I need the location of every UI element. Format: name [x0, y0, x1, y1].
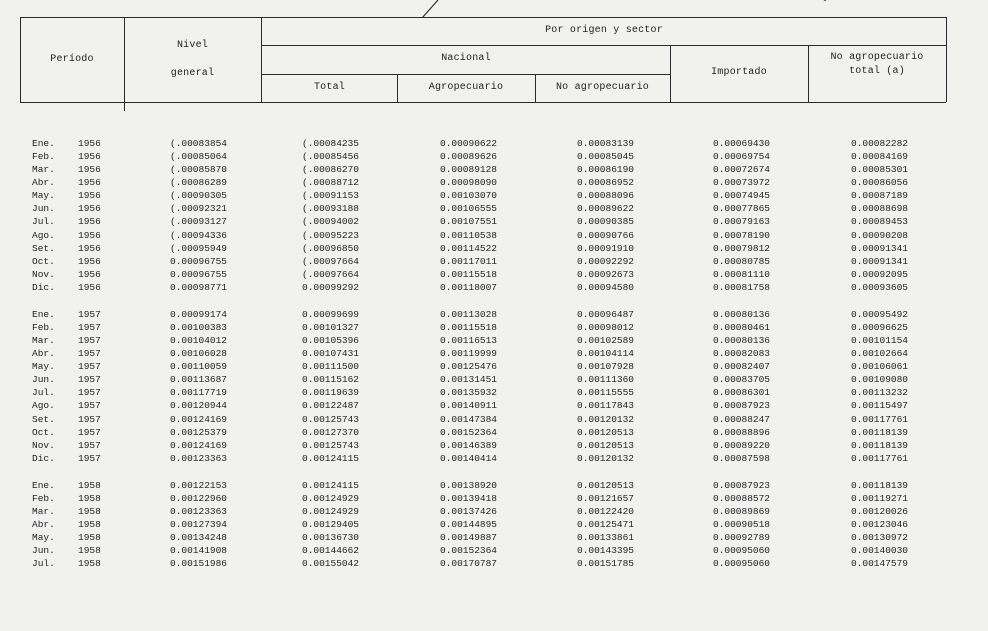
cell-importado: 0.00082407 [713, 361, 771, 373]
table-row [0, 492, 988, 505]
cell-no-agropecuario-total: 0.00087189 [851, 190, 909, 202]
cell-agropecuario: 0.00116513 [440, 335, 498, 347]
cell-year: 1957 [78, 452, 101, 464]
cell-nivel-general: 0.00104012 [170, 335, 228, 347]
cell-importado: 0.00079812 [713, 242, 771, 254]
cell-month: Jun. [32, 545, 55, 557]
cell-no-agropecuario-total: 0.00082282 [851, 138, 909, 149]
cell-importado: 0.00095060 [713, 545, 771, 557]
cell-no-agropecuario: 0.00092673 [577, 268, 635, 280]
cell-no-agropecuario-total: 0.00092095 [851, 268, 909, 280]
cell-no-agropecuario-total: 0.00120026 [851, 506, 909, 518]
cell-nivel-general: 0.00098771 [170, 281, 228, 293]
cell-no-agropecuario: 0.00085045 [577, 151, 635, 163]
cell-month: Nov. [32, 439, 55, 451]
cell-total: (.00086270 [302, 164, 360, 176]
cell-no-agropecuario-total: 0.00086056 [851, 177, 909, 189]
cell-nivel-general: (.00090305 [170, 190, 228, 202]
cell-no-agropecuario-total: 0.00130972 [851, 532, 909, 544]
cell-total: (.00096850 [302, 242, 360, 254]
cell-agropecuario: 0.00115518 [440, 322, 498, 334]
cell-total: 0.00124115 [302, 452, 360, 464]
table-row [0, 518, 988, 531]
cell-no-agropecuario-total: 0.00109080 [851, 374, 909, 386]
cell-nivel-general: (.00086289 [170, 177, 228, 189]
cell-year: 1956 [78, 216, 101, 228]
cell-month: Jul. [32, 216, 55, 228]
cell-importado: 0.00089869 [713, 506, 771, 518]
cell-no-agropecuario: 0.00120132 [577, 413, 635, 425]
cell-nivel-general: (.00093127 [170, 216, 228, 228]
cell-nivel-general: 0.00125379 [170, 426, 228, 438]
cell-no-agropecuario-total: 0.00091341 [851, 242, 909, 254]
cell-month: Set. [32, 242, 55, 254]
cell-year: 1958 [78, 545, 101, 557]
cell-year: 1957 [78, 348, 101, 360]
cell-total: 0.00125743 [302, 439, 360, 451]
cell-month: Oct. [32, 426, 55, 438]
cell-no-agropecuario-total: 0.00113232 [851, 387, 909, 399]
cell-year: 1958 [78, 532, 101, 544]
cell-nivel-general: (.00095949 [170, 242, 228, 254]
cell-total: 0.00136730 [302, 532, 360, 544]
header-importado: Importado [711, 67, 767, 78]
cell-total: 0.00115162 [302, 374, 360, 386]
cell-total: 0.00129405 [302, 519, 360, 531]
cell-month: Mar. [32, 335, 55, 347]
cell-no-agropecuario-total: 0.00118139 [851, 479, 909, 491]
table-row [0, 163, 988, 176]
cell-nivel-general: 0.00122153 [170, 479, 228, 491]
table-row [0, 479, 988, 492]
cell-no-agropecuario-total: 0.00091341 [851, 255, 909, 267]
cell-no-agropecuario: 0.00120513 [577, 426, 635, 438]
table-row [0, 150, 988, 163]
table-row [0, 426, 988, 439]
cell-no-agropecuario-total: 0.00147579 [851, 558, 909, 570]
cell-year: 1957 [78, 439, 101, 451]
cell-year: 1958 [78, 558, 101, 570]
cell-total: (.00094002 [302, 216, 360, 228]
cell-agropecuario: 0.00090622 [440, 138, 498, 149]
cell-month: Mar. [32, 164, 55, 176]
cell-month: Ago. [32, 229, 55, 241]
table-row [0, 137, 988, 150]
table-row [0, 242, 988, 255]
cell-month: Jul. [32, 558, 55, 570]
cell-nivel-general: (.00094336 [170, 229, 228, 241]
table-row [0, 505, 988, 518]
cell-importado: 0.00095060 [713, 558, 771, 570]
cell-agropecuario: 0.00114522 [440, 242, 498, 254]
cell-no-agropecuario: 0.00086190 [577, 164, 635, 176]
table-row [0, 544, 988, 557]
cell-year: 1956 [78, 268, 101, 280]
cell-nivel-general: 0.00096755 [170, 255, 228, 267]
cell-no-agropecuario: 0.00090766 [577, 229, 635, 241]
cell-agropecuario: 0.00137426 [440, 506, 498, 518]
cell-year: 1957 [78, 361, 101, 373]
cell-no-agropecuario-total: 0.00089453 [851, 216, 909, 228]
cell-total: 0.00125743 [302, 413, 360, 425]
cell-no-agropecuario-total: 0.00123046 [851, 519, 909, 531]
cell-total: 0.00105396 [302, 335, 360, 347]
cell-agropecuario: 0.00098090 [440, 177, 498, 189]
table-header [0, 0, 988, 112]
table-row [0, 386, 988, 399]
cell-month: Dic. [32, 452, 55, 464]
cell-no-agropecuario: 0.00091910 [577, 242, 635, 254]
cell-nivel-general: 0.00141908 [170, 545, 228, 557]
cell-agropecuario: 0.00117011 [440, 255, 498, 267]
cell-nivel-general: 0.00151986 [170, 558, 228, 570]
cell-month: Feb. [32, 492, 55, 504]
cell-total: 0.00111500 [302, 361, 360, 373]
cell-importado: 0.00088896 [713, 426, 771, 438]
cell-total: 0.00101327 [302, 322, 360, 334]
cell-agropecuario: 0.00131451 [440, 374, 498, 386]
block-gap [0, 465, 988, 479]
cell-year: 1958 [78, 506, 101, 518]
cell-nivel-general: 0.00110059 [170, 361, 228, 373]
cell-agropecuario: 0.00140911 [440, 400, 498, 412]
table-row [0, 439, 988, 452]
table-row [0, 189, 988, 202]
cell-importado: 0.00079163 [713, 216, 771, 228]
cell-month: May. [32, 190, 55, 202]
cell-nivel-general: 0.00127394 [170, 519, 228, 531]
table-body [0, 137, 988, 570]
cell-total: 0.00124929 [302, 492, 360, 504]
table-row [0, 308, 988, 321]
cell-nivel-general: 0.00099174 [170, 308, 228, 320]
header-total: Total [313, 82, 345, 93]
table-row [0, 413, 988, 426]
cell-nivel-general: (.00085064 [170, 151, 228, 163]
cell-year: 1956 [78, 203, 101, 215]
cell-no-agropecuario: 0.00086952 [577, 177, 635, 189]
cell-total: 0.00099292 [302, 281, 360, 293]
header-periodo: Período [50, 54, 94, 65]
cell-nivel-general: 0.00117719 [170, 387, 228, 399]
cell-no-agropecuario-total: 0.00096625 [851, 322, 909, 334]
cell-nivel-general: (.00085870 [170, 164, 228, 176]
cell-importado: 0.00073972 [713, 177, 771, 189]
cell-importado: 0.00081758 [713, 281, 771, 293]
cell-agropecuario: 0.00125476 [440, 361, 498, 373]
header-por-origen: Por origen y sector [545, 25, 663, 36]
cell-no-agropecuario: 0.00092292 [577, 255, 635, 267]
cell-agropecuario: 0.00113028 [440, 308, 498, 320]
cell-month: Oct. [32, 255, 55, 267]
cell-nivel-general: 0.00096755 [170, 268, 228, 280]
cell-agropecuario: 0.00139418 [440, 492, 498, 504]
cell-no-agropecuario-total: 0.00117761 [851, 452, 909, 464]
cell-total: 0.00155042 [302, 558, 360, 570]
cell-importado: 0.00081110 [713, 268, 771, 280]
cell-agropecuario: 0.00106555 [440, 203, 498, 215]
cell-nivel-general: 0.00123363 [170, 452, 228, 464]
header-no-agro-total-line1: No agropecuario [830, 52, 924, 63]
cell-no-agropecuario: 0.00102589 [577, 335, 635, 347]
cell-importado: 0.00089220 [713, 439, 771, 451]
cell-month: May. [32, 532, 55, 544]
table-row [0, 360, 988, 373]
table-row [0, 229, 988, 242]
cell-importado: 0.00083705 [713, 374, 771, 386]
cell-year: 1958 [78, 492, 101, 504]
table-row [0, 202, 988, 215]
cell-nivel-general: 0.00122960 [170, 492, 228, 504]
cell-importado: 0.00080136 [713, 308, 771, 320]
cell-agropecuario: 0.00110538 [440, 229, 498, 241]
cell-no-agropecuario: 0.00120513 [577, 439, 635, 451]
cell-total: (.00084235 [302, 138, 360, 149]
cell-importado: 0.00088247 [713, 413, 771, 425]
cell-year: 1957 [78, 322, 101, 334]
cell-month: Abr. [32, 177, 55, 189]
cell-no-agropecuario: 0.00107928 [577, 361, 635, 373]
table-row [0, 334, 988, 347]
cell-nivel-general: 0.00124169 [170, 439, 228, 451]
cell-importado: 0.00080461 [713, 322, 771, 334]
cell-no-agropecuario: 0.00104114 [577, 348, 635, 360]
cell-no-agropecuario: 0.00120513 [577, 479, 635, 491]
cell-no-agropecuario-total: 0.00140030 [851, 545, 909, 557]
header-nivel-line1: Nivel [176, 40, 208, 51]
cell-agropecuario: 0.00135932 [440, 387, 498, 399]
cell-no-agropecuario-total: 0.00117761 [851, 413, 909, 425]
cell-month: Jun. [32, 203, 55, 215]
cell-total: (.00097664 [302, 255, 360, 267]
cell-no-agropecuario-total: 0.00088698 [851, 203, 909, 215]
cell-agropecuario: 0.00140414 [440, 452, 498, 464]
cell-year: 1957 [78, 387, 101, 399]
cell-nivel-general: 0.00100383 [170, 322, 228, 334]
table-row [0, 176, 988, 189]
cell-month: Jun. [32, 374, 55, 386]
table-row [0, 399, 988, 412]
cell-agropecuario: 0.00103070 [440, 190, 498, 202]
cell-importado: 0.00069754 [713, 151, 771, 163]
cell-agropecuario: 0.00118007 [440, 281, 498, 293]
cell-agropecuario: 0.00089626 [440, 151, 498, 163]
cell-no-agropecuario: 0.00096487 [577, 308, 635, 320]
header-no-agro-total-line2: total (a) [849, 66, 905, 77]
table-row [0, 347, 988, 360]
cell-no-agropecuario: 0.00094580 [577, 281, 635, 293]
cell-month: Ene. [32, 308, 55, 320]
cell-importado: 0.00088572 [713, 492, 771, 504]
table-row [0, 452, 988, 465]
cell-no-agropecuario-total: 0.00090208 [851, 229, 909, 241]
cell-year: 1956 [78, 229, 101, 241]
cell-nivel-general: 0.00120944 [170, 400, 228, 412]
cell-agropecuario: 0.00089128 [440, 164, 498, 176]
cell-importado: 0.00080785 [713, 255, 771, 267]
table-row [0, 557, 988, 570]
cell-no-agropecuario: 0.00133861 [577, 532, 635, 544]
cell-month: Ago. [32, 400, 55, 412]
cell-year: 1958 [78, 519, 101, 531]
cell-year: 1957 [78, 335, 101, 347]
cell-no-agropecuario: 0.00125471 [577, 519, 635, 531]
header-agropecuario: Agropecuario [428, 82, 504, 93]
cell-month: Feb. [32, 322, 55, 334]
cell-importado: 0.00092789 [713, 532, 771, 544]
cell-no-agropecuario-total: 0.00101154 [851, 335, 909, 347]
table-row [0, 321, 988, 334]
cell-month: Feb. [32, 151, 55, 163]
cell-month: Dic. [32, 281, 55, 293]
cell-nivel-general: (.00092321 [170, 203, 228, 215]
cell-agropecuario: 0.00146389 [440, 439, 498, 451]
cell-year: 1956 [78, 190, 101, 202]
cell-agropecuario: 0.00138920 [440, 479, 498, 491]
cell-no-agropecuario-total: 0.00115497 [851, 400, 909, 412]
cell-nivel-general: 0.00123363 [170, 506, 228, 518]
cell-nivel-general: 0.00124169 [170, 413, 228, 425]
cell-importado: 0.00069430 [713, 138, 771, 149]
cell-nivel-general: 0.00134248 [170, 532, 228, 544]
cell-no-agropecuario: 0.00120132 [577, 452, 635, 464]
cell-no-agropecuario: 0.00083139 [577, 138, 635, 149]
header-nacional: Nacional [441, 53, 491, 64]
cell-agropecuario: 0.00119999 [440, 348, 498, 360]
cell-no-agropecuario: 0.00121657 [577, 492, 635, 504]
cell-year: 1956 [78, 164, 101, 176]
cell-importado: 0.00090518 [713, 519, 771, 531]
cell-importado: 0.00078190 [713, 229, 771, 241]
cell-importado: 0.00087923 [713, 479, 771, 491]
cell-no-agropecuario: 0.00111360 [577, 374, 635, 386]
cell-importado: 0.00086301 [713, 387, 771, 399]
cell-no-agropecuario: 0.00143395 [577, 545, 635, 557]
cell-total: 0.00144662 [302, 545, 360, 557]
cell-total: 0.00127370 [302, 426, 360, 438]
table-row [0, 255, 988, 268]
cell-month: Ene. [32, 138, 55, 149]
cell-agropecuario: 0.00170787 [440, 558, 498, 570]
cell-importado: 0.00082083 [713, 348, 771, 360]
cell-no-agropecuario: 0.00115555 [577, 387, 635, 399]
cell-month: Mar. [32, 506, 55, 518]
cell-month: Ene. [32, 479, 55, 491]
cell-agropecuario: 0.00144895 [440, 519, 498, 531]
cell-total: 0.00099699 [302, 308, 360, 320]
cell-no-agropecuario: 0.00098012 [577, 322, 635, 334]
cell-month: Abr. [32, 348, 55, 360]
cell-no-agropecuario-total: 0.00119271 [851, 492, 909, 504]
cell-year: 1957 [78, 426, 101, 438]
cell-month: Jul. [32, 387, 55, 399]
cell-total: (.00095223 [302, 229, 360, 241]
table-row [0, 531, 988, 544]
cell-month: May. [32, 361, 55, 373]
cell-nivel-general: (.00083854 [170, 138, 228, 149]
cell-no-agropecuario-total: 0.00085301 [851, 164, 909, 176]
cell-no-agropecuario-total: 0.00106061 [851, 361, 909, 373]
table-row [0, 373, 988, 386]
cell-nivel-general: 0.00113687 [170, 374, 228, 386]
cell-total: 0.00119639 [302, 387, 360, 399]
cell-no-agropecuario-total: 0.00118139 [851, 439, 909, 451]
cell-nivel-general: 0.00106028 [170, 348, 228, 360]
cell-no-agropecuario-total: 0.00084169 [851, 151, 909, 163]
cell-total: 0.00107431 [302, 348, 360, 360]
cell-no-agropecuario: 0.00117843 [577, 400, 635, 412]
cell-no-agropecuario: 0.00089622 [577, 203, 635, 215]
cell-year: 1956 [78, 281, 101, 293]
cell-total: (.00085456 [302, 151, 360, 163]
cell-importado: 0.00087598 [713, 452, 771, 464]
cell-year: 1957 [78, 308, 101, 320]
cell-year: 1956 [78, 242, 101, 254]
pen-dot-mark: ˇ [822, 0, 829, 11]
cell-agropecuario: 0.00107551 [440, 216, 498, 228]
cell-month: Abr. [32, 519, 55, 531]
cell-total: 0.00122487 [302, 400, 360, 412]
cell-importado: 0.00087923 [713, 400, 771, 412]
cell-no-agropecuario-total: 0.00102664 [851, 348, 909, 360]
table-row [0, 268, 988, 281]
header-no-agropecuario: No agropecuario [555, 82, 649, 93]
cell-importado: 0.00077865 [713, 203, 771, 215]
table-row [0, 215, 988, 228]
cell-year: 1957 [78, 374, 101, 386]
cell-agropecuario: 0.00152364 [440, 426, 498, 438]
cell-no-agropecuario: 0.00122420 [577, 506, 635, 518]
cell-total: 0.00124115 [302, 479, 360, 491]
cell-year: 1956 [78, 138, 101, 149]
cell-year: 1956 [78, 255, 101, 267]
cell-total: (.00093188 [302, 203, 360, 215]
cell-total: 0.00124929 [302, 506, 360, 518]
cell-year: 1957 [78, 400, 101, 412]
cell-agropecuario: 0.00115518 [440, 268, 498, 280]
cell-agropecuario: 0.00147384 [440, 413, 498, 425]
cell-no-agropecuario-total: 0.00093605 [851, 281, 909, 293]
header-nivel-line2: general [170, 68, 215, 79]
cell-year: 1958 [78, 479, 101, 491]
cell-month: Nov. [32, 268, 55, 280]
cell-total: (.00097664 [302, 268, 360, 280]
cell-importado: 0.00074945 [713, 190, 771, 202]
cell-no-agropecuario: 0.00088096 [577, 190, 635, 202]
cell-agropecuario: 0.00152364 [440, 545, 498, 557]
cell-year: 1956 [78, 177, 101, 189]
cell-year: 1956 [78, 151, 101, 163]
block-gap [0, 294, 988, 308]
table-row [0, 281, 988, 294]
cell-no-agropecuario-total: 0.00118139 [851, 426, 909, 438]
cell-agropecuario: 0.00149887 [440, 532, 498, 544]
cell-importado: 0.00080136 [713, 335, 771, 347]
cell-no-agropecuario-total: 0.00095492 [851, 308, 909, 320]
cell-total: (.00088712 [302, 177, 360, 189]
cell-total: (.00091153 [302, 190, 360, 202]
cell-year: 1957 [78, 413, 101, 425]
cell-no-agropecuario: 0.00151785 [577, 558, 635, 570]
cell-month: Set. [32, 413, 55, 425]
cell-no-agropecuario: 0.00090385 [577, 216, 635, 228]
cell-importado: 0.00072674 [713, 164, 771, 176]
